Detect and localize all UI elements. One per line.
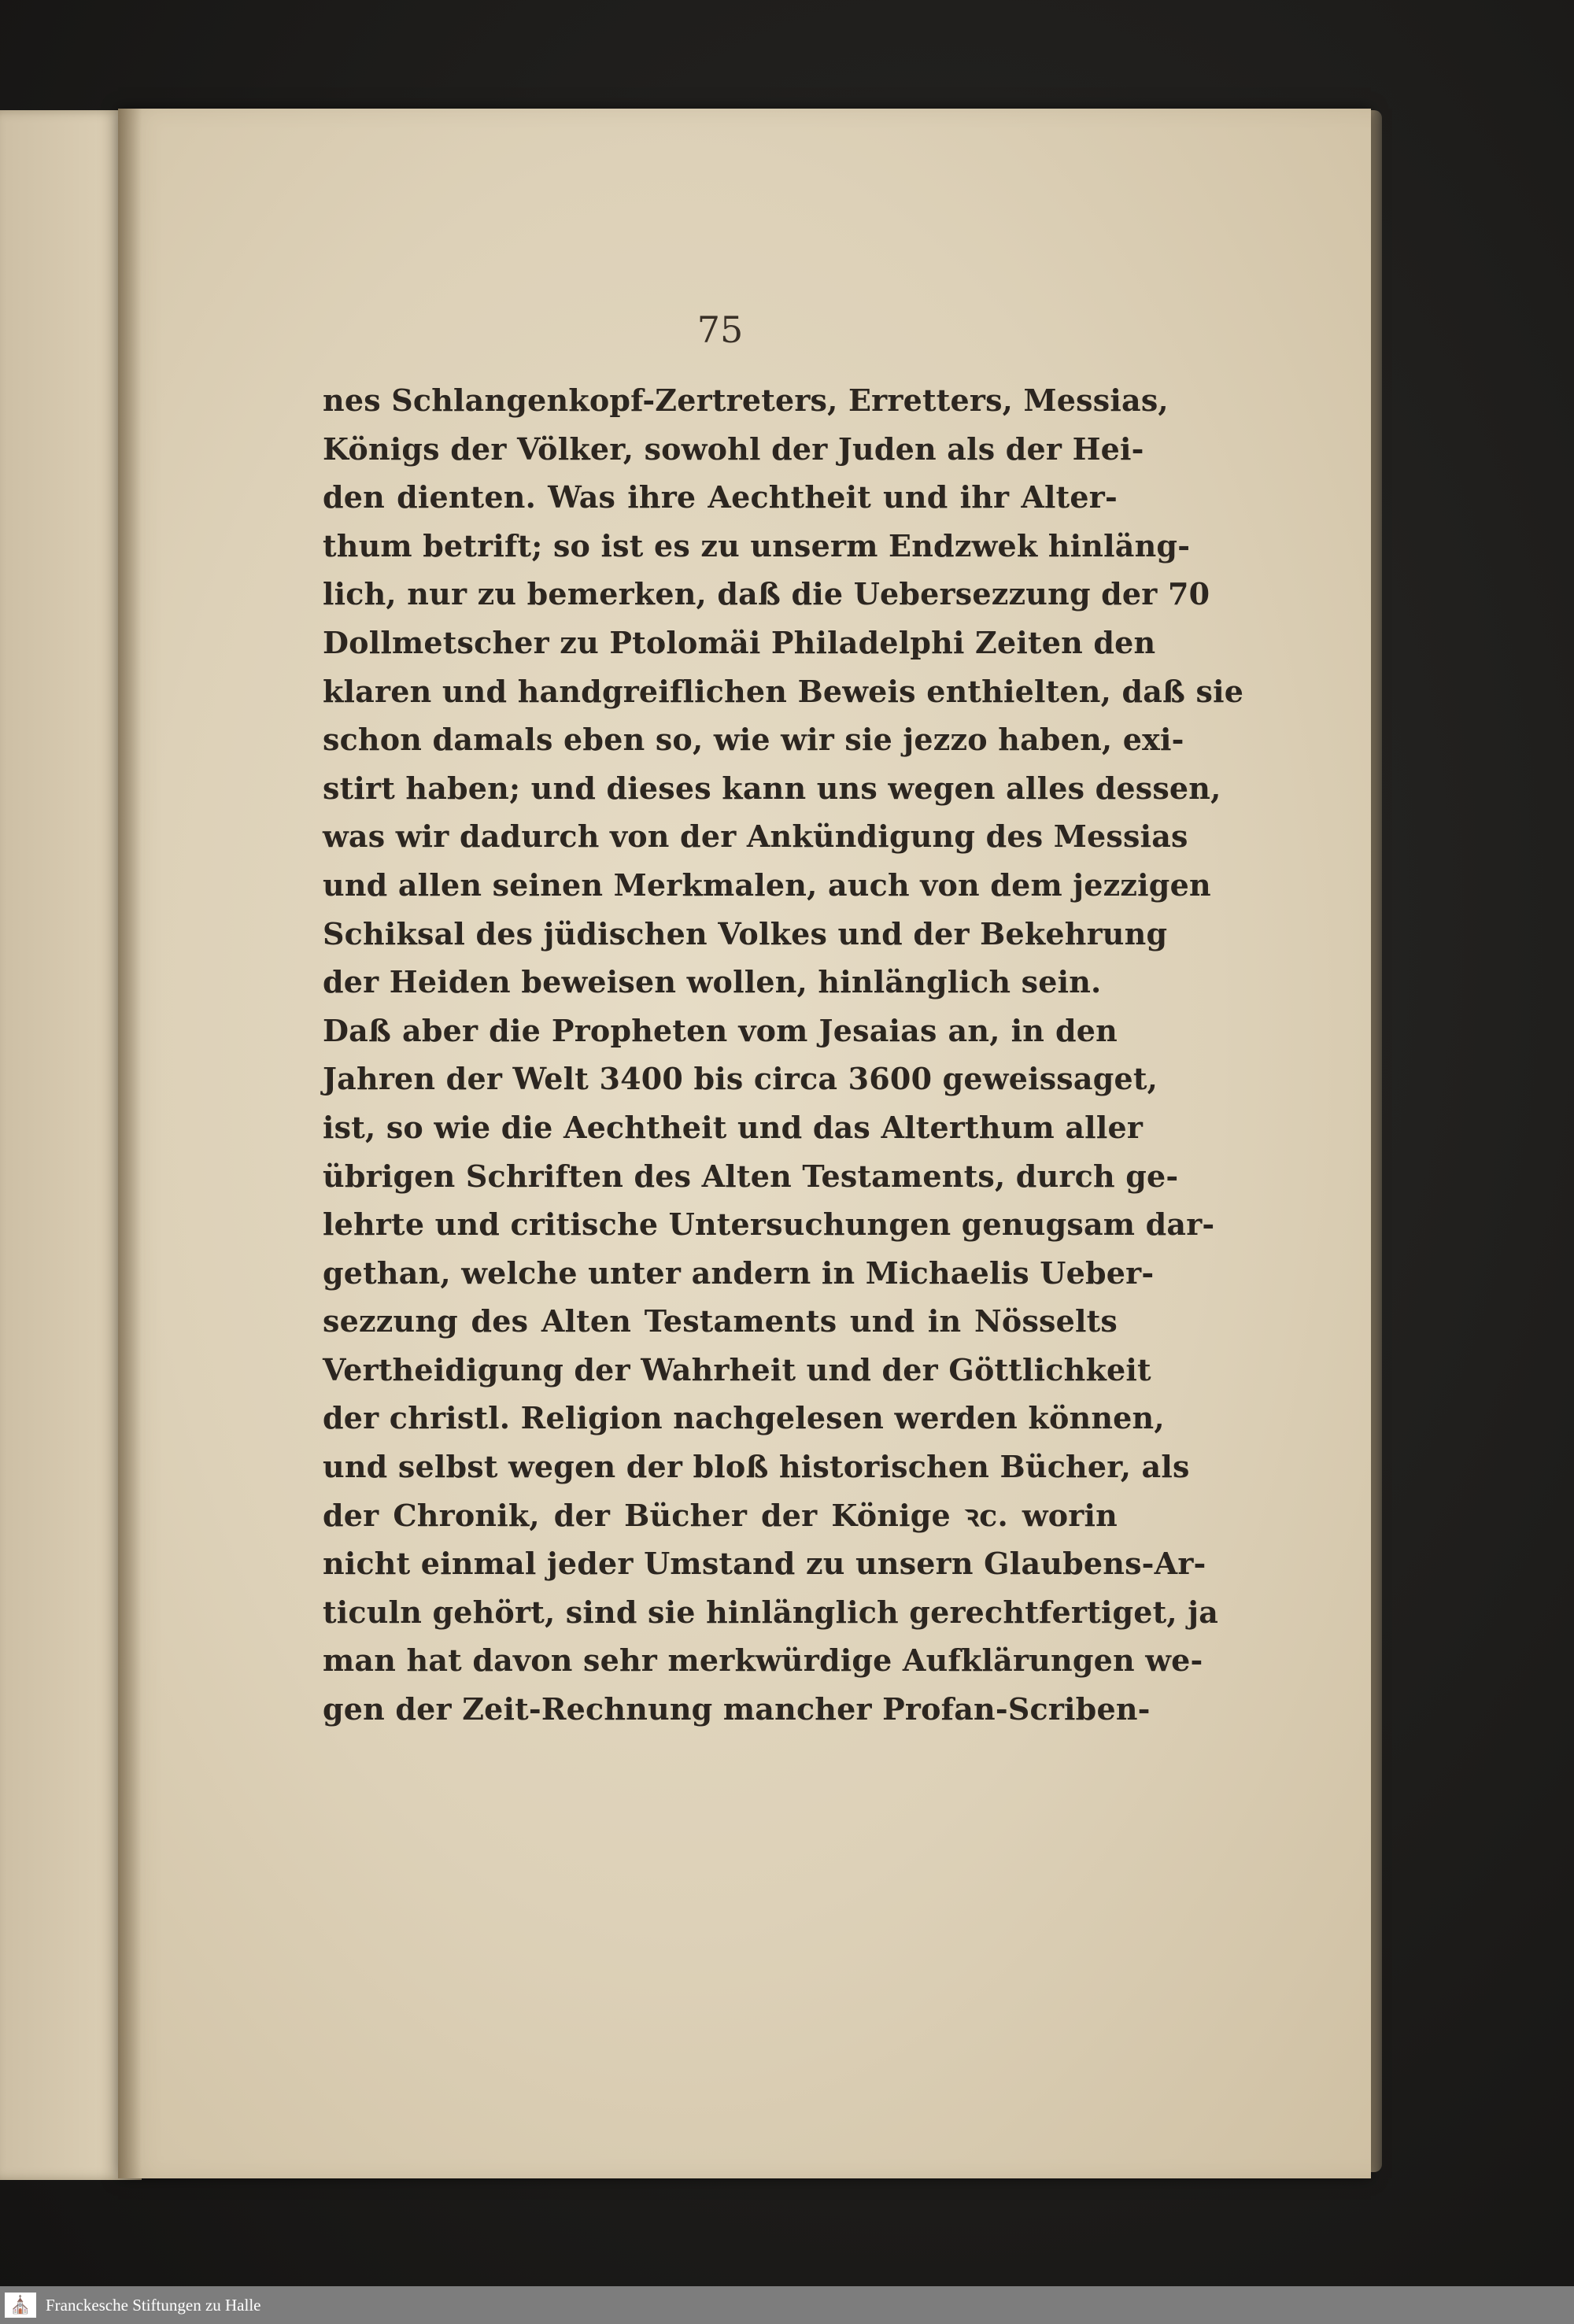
text-line: Daß aber die Propheten vom Jesaias an, in den [323, 1012, 1118, 1048]
text-line: den dienten. Was ihre Aechtheit und ihr Alter- [323, 479, 1118, 515]
text-line: Dollmetscher zu Ptolomäi Philadelphi Zeiten den [323, 624, 1156, 660]
text-line: und selbst wegen der bloß historischen Bücher, als [323, 1449, 1190, 1485]
text-line: nicht einmal jeder Umstand zu unsern Glaubens-Ar- [323, 1546, 1206, 1582]
page-gutter [118, 109, 142, 2178]
text-line: gen der Zeit-Rechnung mancher Profan-Scriben- [323, 1691, 1151, 1727]
text-line: Schiksal des jüdischen Volkes und der Bekehrung [323, 915, 1168, 951]
text-line: der Heiden beweisen wollen, hinlänglich sein. [323, 964, 1102, 1000]
text-line: klaren und handgreiflichen Beweis enthielten, daß sie [323, 673, 1244, 709]
footer-bar [0, 2286, 1574, 2324]
text-line: und allen seinen Merkmalen, auch von dem jezzigen [323, 866, 1211, 903]
text-line: ist, so wie die Aechtheit und das Alterthum aller [323, 1109, 1144, 1145]
page-text [323, 376, 1244, 1734]
text-line: thum betrift; so ist es zu unserm Endzwek hinläng- [323, 527, 1191, 563]
text-line: ticuln gehört, sind sie hinlänglich gerechtfertiget, ja [323, 1594, 1219, 1630]
text-line: der christl. Religion nachgelesen werden können, [323, 1400, 1165, 1436]
institution-logo-icon: ⛪ [5, 2293, 36, 2318]
text-line: Vertheidigung der Wahrheit und der Göttlichkeit [323, 1351, 1151, 1387]
text-line: übrigen Schriften des Alten Testaments, durch ge- [323, 1158, 1179, 1194]
text-line: gethan, welche unter andern in Michaelis Ueber- [323, 1254, 1155, 1291]
text-line: Königs der Völker, sowohl der Juden als der Hei- [323, 430, 1144, 467]
text-line: lehrte und critische Untersuchungen genugsam dar- [323, 1206, 1215, 1243]
text-line: schon damals eben so, wie wir sie jezzo haben, exi- [323, 722, 1184, 758]
text-line: der Chronik, der Bücher der Könige ꝛc. worin [323, 1497, 1118, 1533]
text-line: Jahren der Welt 3400 bis circa 3600 geweissaget, [323, 1061, 1158, 1097]
text-line: was wir dadurch von der Ankündigung des Messias [323, 818, 1188, 855]
text-line: lich, nur zu bemerken, daß die Uebersezzung der 70 [323, 576, 1210, 612]
text-line: nes Schlangenkopf-Zertreters, Erretters, Messias, [323, 382, 1169, 418]
text-line: stirt haben; und dieses kann uns wegen alles dessen, [323, 770, 1221, 806]
text-line: man hat davon sehr merkwürdige Aufklärungen we- [323, 1642, 1203, 1679]
text-line: sezzung des Alten Testaments und in Nösselts [323, 1303, 1118, 1339]
page-number: 75 [696, 309, 744, 351]
footer-institution-name: Franckesche Stiftungen zu Halle [46, 2296, 261, 2315]
